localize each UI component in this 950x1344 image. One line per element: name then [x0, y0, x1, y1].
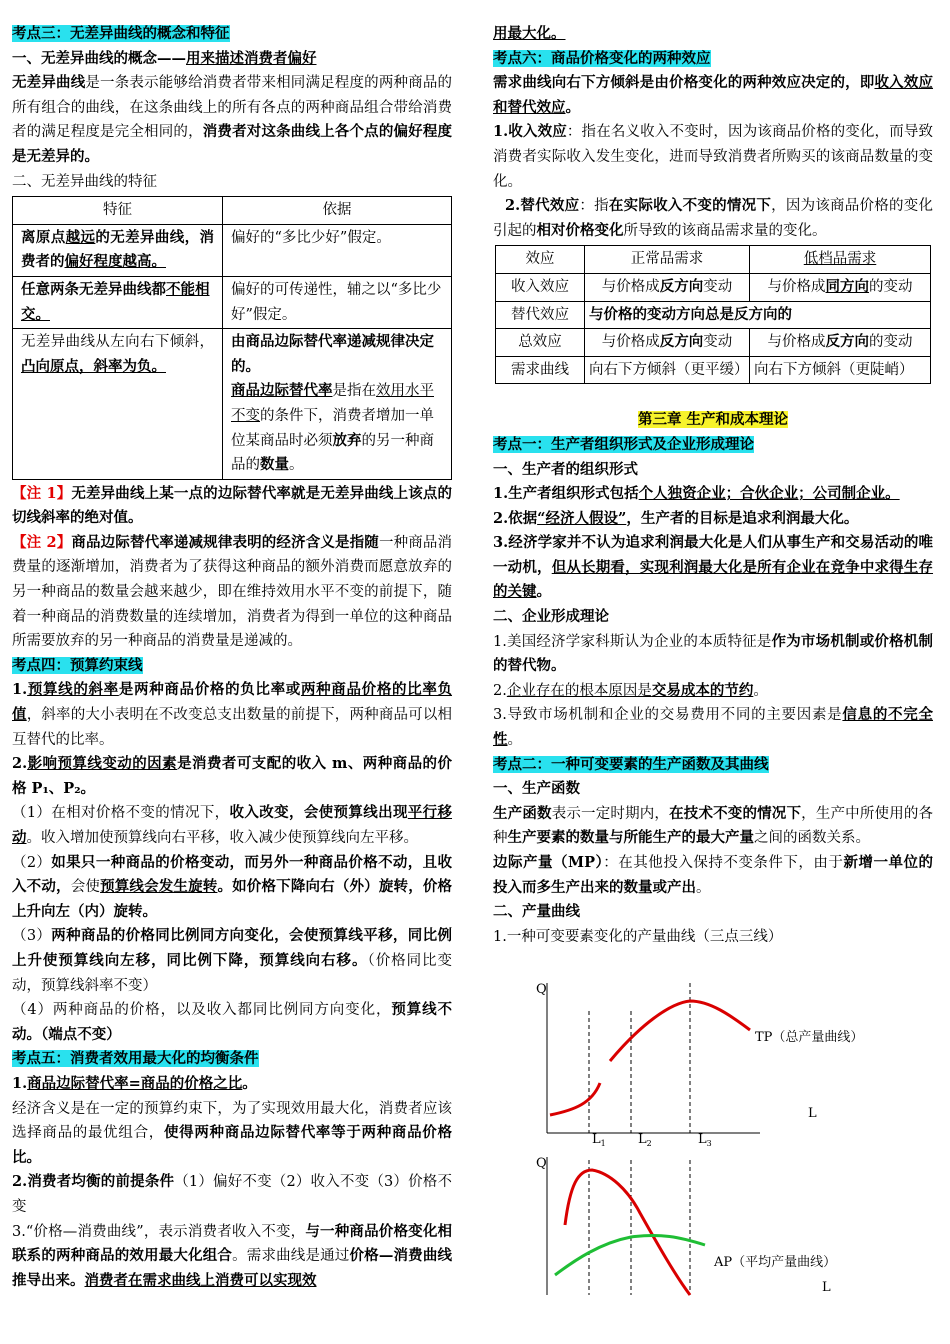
section-title-c2: 考点二：一种可变要素的生产函数及其曲线 — [493, 755, 769, 773]
continued-text: 用最大化。 — [493, 25, 566, 42]
chapter-title: 第三章 生产和成本理论 — [637, 411, 789, 429]
paragraph: 1.收入效应：指在名义收入不变时，因为该商品价格的变化，而导致消费者实际收入发生变化，进而导致消费者所购买的该商品数量的变化。 — [493, 123, 933, 190]
paragraph: 2.依据“经济人假设”，生产者的目标是追求利润最大化。 — [493, 509, 859, 527]
paragraph: 3.导致市场机制和企业的交易费用不同的主要因素是信息的不完全性。 — [493, 706, 933, 749]
l1-label: $L_1$ — [592, 1132, 606, 1148]
paragraph: 1.一种可变要素变化的产量曲线（三点三线） — [493, 928, 783, 945]
section-title-6: 考点六：商品价格变化的两种效应 — [493, 49, 711, 67]
section-title-4: 考点四：预算约束线 — [12, 656, 143, 674]
l-axis-label-bottom: L — [822, 1280, 831, 1295]
production-curves-diagram — [530, 975, 930, 1305]
paragraph: 1.生产者组织形式包括个人独资企业；合伙企业；公司制企业。 — [493, 485, 900, 503]
paragraph: 3.经济学家并不认为追求利润最大化是人们从事生产和交易活动的唯一动机，但从长期看，实现利润最大化是所有企业在竞争中求得生存的关键。 — [493, 534, 934, 601]
q-axis-label: Q — [536, 982, 547, 997]
subheading: 二、企业形成理论 — [493, 608, 609, 626]
ap-label: AP（平均产量曲线） — [714, 1255, 837, 1270]
paragraph: 3.“价格—消费曲线”，表示消费者收入不变，与一种商品价格变化相联系的两种商品的效用最大化组合。需求曲线是通过价格—消费曲线推导出来。消费者在需求曲线上消费可以实现效 — [12, 1222, 453, 1289]
paragraph: 边际产量（MP）：在其他投入保持不变条件下，由于新增一单位的投入而多生产出来的数量或产出。 — [493, 854, 934, 896]
paragraph: 1.预算线的斜率是两种商品价格的负比率或两种商品价格的比率负值，斜率的大小表明在不改变总支出数量的前提下，两种商品可以相互替代的比率。 — [12, 681, 453, 748]
section-title-c1: 考点一：生产者组织形式及企业形成理论 — [493, 435, 754, 453]
table-row: 任意两条无差异曲线都不能相交。 偏好的可传递性，辅之以“多比少好”假定。 — [13, 276, 452, 328]
paragraph: 1.商品边际替代率=商品的价格之比。 — [12, 1074, 257, 1092]
note-1: 【注 1】无差异曲线上某一点的边际替代率就是无差异曲线上该点的切线斜率的绝对值。 — [12, 484, 453, 527]
q-axis-label-bottom: Q — [536, 1156, 547, 1171]
section-title-5: 考点五：消费者效用最大化的均衡条件 — [12, 1050, 259, 1068]
paragraph: （3）两种商品的价格同比例同方向变化，会使预算线平移，同比例上升使预算线向左移，同比例下降，预算线向右移。（价格同比变动，预算线斜率不变） — [12, 927, 453, 994]
paragraph: （2）如果只一种商品的价格变动，而另外一种商品价格不动，且收入不动，会使预算线会发生旋转。如价格下降向右（外）旋转，价格上升向左（内）旋转。 — [12, 853, 453, 920]
paragraph: 生产函数表示一定时期内，在技术不变的情况下，生产中所使用的各种生产要素的数量与所能生产的最大产量之间的函数关系。 — [493, 804, 934, 847]
subheading: 二、无差异曲线的特征 — [12, 173, 157, 190]
table-row: 总效应 与价格成反方向变动 与价格成反方向的变动 — [496, 329, 931, 357]
l2-label: $L_2$ — [638, 1132, 652, 1148]
l3-label: $L_3$ — [698, 1132, 712, 1148]
paragraph: （4）两种商品的价格，以及收入都同比例同方向变化，预算线不动。（端点不变） — [12, 1001, 452, 1043]
left-column — [12, 22, 452, 1293]
subheading: 一、生产者的组织形式 — [493, 460, 638, 478]
l-axis-label: L — [808, 1106, 817, 1121]
paragraph: 2.消费者均衡的前提条件（1）偏好不变（2）收入不变（3）价格不变 — [12, 1173, 452, 1215]
table-header: 正常品需求 — [585, 246, 750, 274]
tp-curve-lower — [550, 1083, 600, 1115]
paragraph: 1.美国经济学家科斯认为企业的本质特征是作为市场机制或价格机制的替代物。 — [493, 632, 933, 675]
paragraph: 2.企业存在的根本原因是交易成本的节约。 — [493, 681, 768, 699]
heading: 一、无差异曲线的概念—— — [12, 49, 186, 67]
ap-curve — [555, 1235, 705, 1275]
table-header: 效应 — [496, 246, 585, 274]
subheading: 一、生产函数 — [493, 780, 580, 798]
paragraph: 2.替代效应：指在实际收入不变的情况下，因为该商品价格的变化引起的相对价格变化所导致的该商品需求量的变化。 — [493, 197, 934, 239]
paragraph: 经济含义是在一定的预算约束下，为了实现效用最大化，消费者应该选择商品的最优组合，使得两种商品边际替代率等于两种商品价格比。 — [12, 1100, 453, 1166]
effects-table — [495, 245, 931, 384]
subheading: 二、产量曲线 — [493, 903, 580, 921]
indifference-feature-table — [12, 196, 452, 480]
table-header: 特征 — [13, 197, 223, 225]
paragraph: 2.影响预算线变动的因素是消费者可支配的收入 m、两种商品的价格 P₁、P₂。 — [12, 755, 453, 797]
table-header: 依据 — [223, 197, 452, 225]
table-header: 低档品需求 — [750, 246, 931, 274]
mp-curve — [565, 1170, 690, 1295]
table-row: 无差异曲线从左向右下倾斜，凸向原点，斜率为负。 由商品边际替代率递减规律决定的。 商品边际替代率是指在效用水平不变的条件下，消费者增加一单位某商品时必须放弃的另一种商品的数量。 — [13, 329, 452, 480]
section-title-3: 考点三：无差异曲线的概念和特征 — [12, 25, 230, 42]
paragraph: 需求曲线向右下方倾斜是由价格变化的两种效应决定的，即收入效应和替代效应。 — [493, 74, 934, 116]
tp-label: TP（总产量曲线） — [755, 1030, 864, 1045]
table-row: 需求曲线 向右下方倾斜（更平缓） 向右下方倾斜（更陡峭） — [496, 356, 931, 384]
note-2: 【注 2】商品边际替代率递减规律表明的经济含义是指随一种商品消费量的逐渐增加，消费者为了获得这种商品的额外消费而愿意放弃的另一种商品的数量会越来越少，即在维持效用水平不变的前提下，随着一种商品的消费数量的连续增加，消费者为得到一单位的这种商品所需要放弃的另一种商品的消费量是递减的。 — [12, 533, 453, 650]
paragraph: 无差异曲线是一条表示能够给消费者带来相同满足程度的两种商品的所有组合的曲线，在这条曲线上的所有各点的两种商品组合带给消费者的满足程度是完全相同的，消费者对这条曲线上各个点的偏好程度是无差异的。 — [12, 74, 453, 165]
table-row: 收入效应 与价格成反方向变动 与价格成同方向的变动 — [496, 273, 931, 301]
heading-underlined: 用来描述消费者偏好 — [186, 49, 317, 67]
paragraph: （1）在相对价格不变的情况下，收入改变，会使预算线出现平行移动。收入增加使预算线向右平移，收入减少使预算线向左平移。 — [12, 804, 453, 846]
tp-curve — [610, 1001, 750, 1061]
table-row: 离原点越远的无差异曲线，消费者的偏好程度越高。 偏好的“多比少好”假定。 — [13, 224, 452, 276]
right-column — [493, 22, 933, 949]
table-row: 替代效应 与价格的变动方向总是反方向的 — [496, 301, 931, 329]
